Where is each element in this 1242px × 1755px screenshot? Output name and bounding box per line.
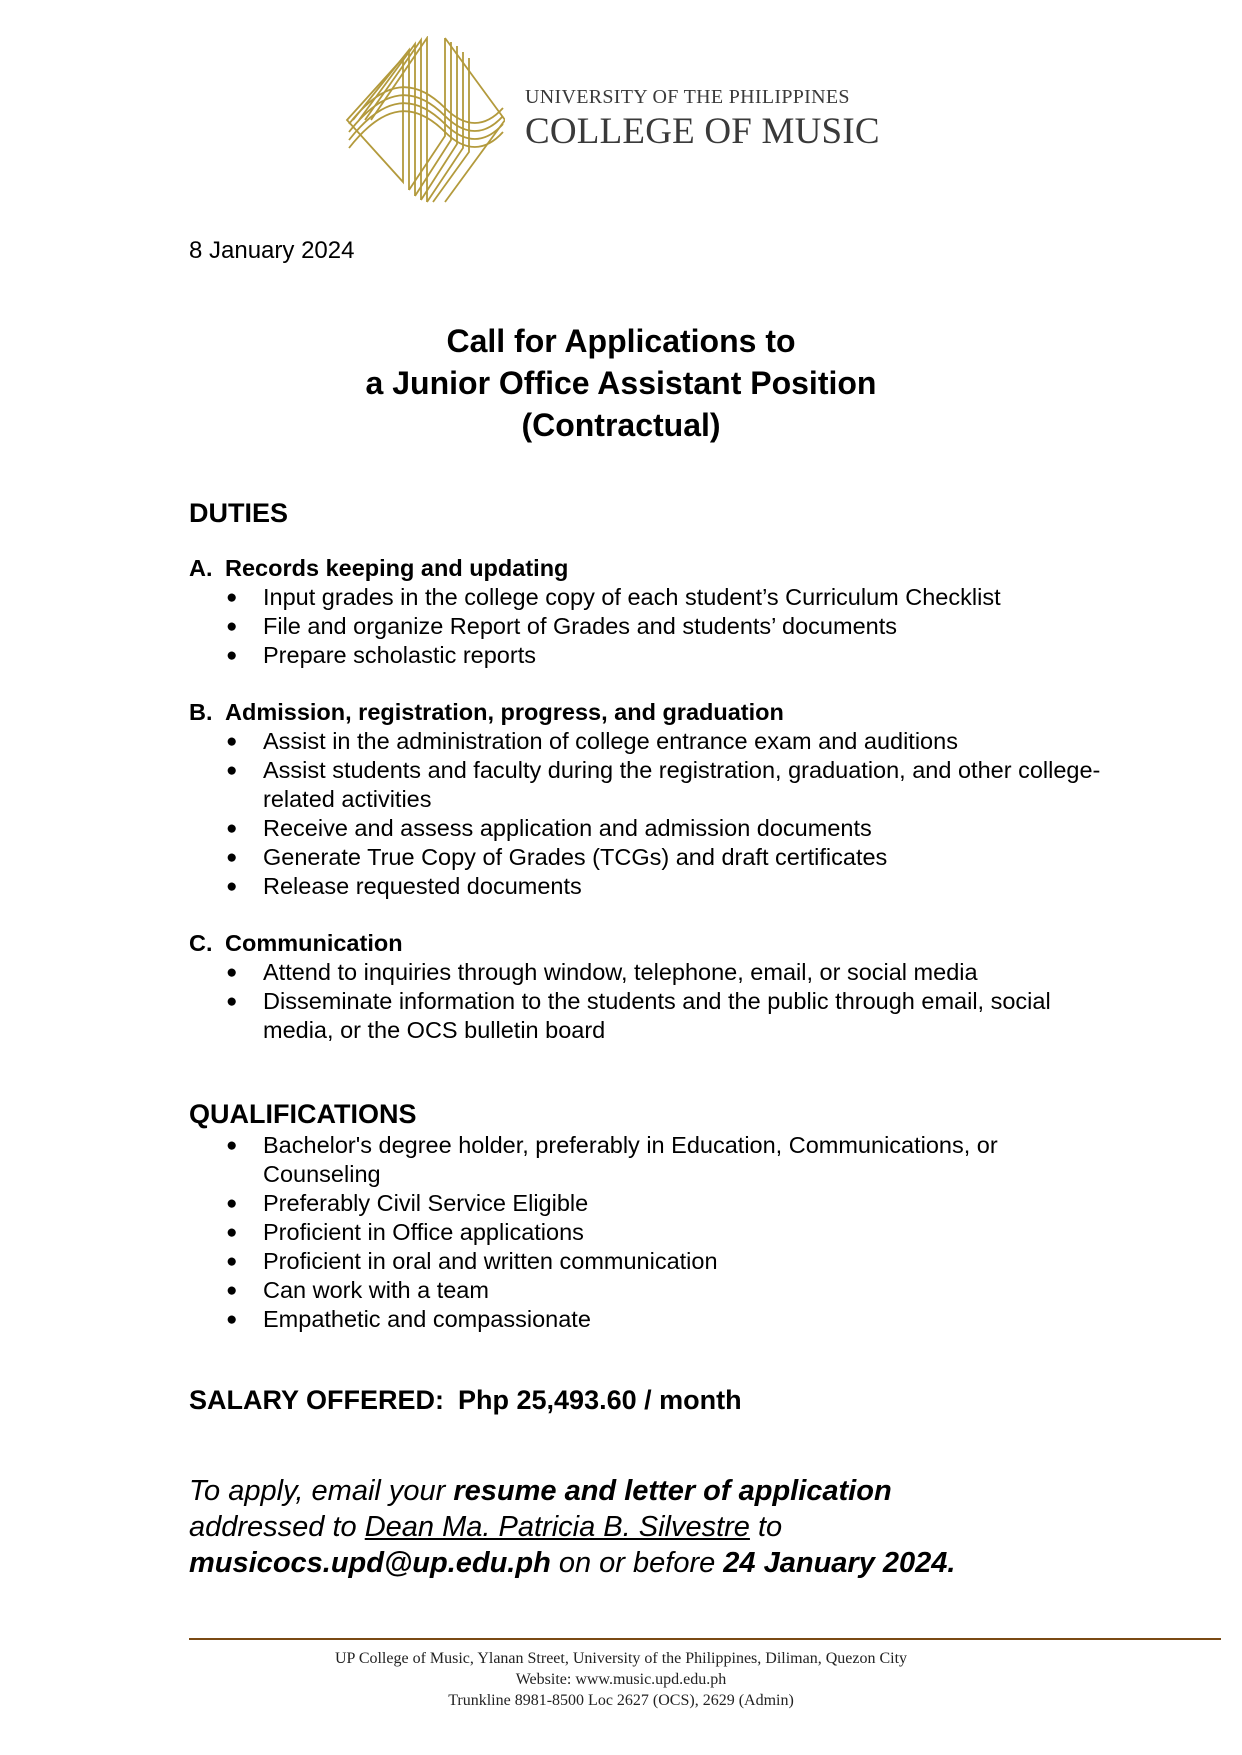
apply-email-link[interactable]: musicocs.upd@up.edu.ph: [189, 1547, 551, 1579]
apply-text: addressed to: [189, 1511, 365, 1543]
list-item: ● Generate True Copy of Grades (TCGs) and draft certificates: [189, 843, 1109, 872]
list-item: ● Assist in the administration of college entrance exam and auditions: [189, 727, 1109, 756]
title-line-1: Call for Applications to: [446, 323, 796, 359]
footer: [0, 1648, 1242, 1711]
apply-deadline: 24 January 2024: [723, 1547, 948, 1579]
letterhead: [345, 36, 905, 206]
list-item: ● Proficient in oral and written communication: [189, 1247, 1109, 1276]
section-title: Records keeping and updating: [225, 555, 569, 581]
section-c-heading: [189, 929, 1109, 958]
page-title: [0, 320, 1242, 446]
dean-name: Dean Ma. Patricia B. Silvestre: [364, 1511, 750, 1543]
list-item: ● Input grades in the college copy of each student’s Curriculum Checklist: [189, 583, 1109, 612]
duties-section-c: [189, 929, 1109, 1045]
apply-documents: resume and letter of application: [453, 1475, 892, 1507]
list-item: ● Prepare scholastic reports: [189, 641, 1109, 670]
list-item: ● Disseminate information to the students and the public through email, social media, or the OCS bulletin board: [189, 987, 1109, 1045]
list-item: ● File and organize Report of Grades and students’ documents: [189, 612, 1109, 641]
apply-text: To apply, email your: [189, 1475, 454, 1507]
section-letter: C.: [189, 930, 213, 956]
duties-section-a: [189, 554, 1109, 670]
section-b-list: [189, 727, 1109, 901]
apply-text: to: [749, 1511, 783, 1543]
list-item: ● Empathetic and compassionate: [189, 1305, 1109, 1334]
apply-text: on or before: [550, 1547, 724, 1579]
list-item: ● Can work with a team: [189, 1276, 1109, 1305]
college-name: COLLEGE OF MUSIC: [525, 111, 880, 152]
section-c-list: [189, 958, 1109, 1045]
footer-address: UP College of Music, Ylanan Street, University of the Philippines, Diliman, Quezon City: [334, 1650, 908, 1667]
duties-section-b: [189, 698, 1109, 901]
salary-offered: [189, 1385, 742, 1416]
main-content: [189, 498, 1109, 1334]
footer-divider: [189, 1638, 1221, 1640]
qualifications-heading: QUALIFICATIONS: [189, 1099, 417, 1129]
list-item: ● Assist students and faculty during the registration, graduation, and other college-related activities: [189, 756, 1109, 814]
footer-trunkline: Trunkline 8981-8500 Loc 2627 (OCS), 2629 (Admin): [448, 1692, 794, 1709]
section-a-heading: [189, 554, 1109, 583]
section-title: Admission, registration, progress, and graduation: [225, 699, 784, 725]
title-line-3: (Contractual): [521, 407, 721, 443]
section-letter: B.: [189, 699, 213, 725]
section-a-list: [189, 583, 1109, 670]
university-name: UNIVERSITY OF THE PHILIPPINES: [525, 86, 850, 108]
footer-website[interactable]: Website: www.music.upd.edu.ph: [515, 1671, 727, 1688]
title-line-2: a Junior Office Assistant Position: [365, 365, 877, 401]
salary-label: SALARY OFFERED:: [189, 1385, 445, 1415]
duties-heading: DUTIES: [189, 498, 289, 528]
letter-date: 8 January 2024: [189, 237, 355, 264]
list-item: ● Release requested documents: [189, 872, 1109, 901]
gold-wave-logo-icon: [345, 36, 505, 204]
section-b-heading: [189, 698, 1109, 727]
application-instructions: [189, 1473, 1149, 1581]
section-letter: A.: [189, 555, 213, 581]
section-title: Communication: [225, 930, 403, 956]
list-item: ● Preferably Civil Service Eligible: [189, 1189, 1109, 1218]
qualifications-list: [189, 1131, 1109, 1334]
salary-amount: Php 25,493.60 / month: [458, 1385, 742, 1415]
list-item: ● Attend to inquiries through window, telephone, email, or social media: [189, 958, 1109, 987]
list-item: ● Bachelor's degree holder, preferably in Education, Communications, or Counseling: [189, 1131, 1109, 1189]
list-item: ● Receive and assess application and admission documents: [189, 814, 1109, 843]
apply-period: .: [947, 1547, 956, 1579]
list-item: ● Proficient in Office applications: [189, 1218, 1109, 1247]
